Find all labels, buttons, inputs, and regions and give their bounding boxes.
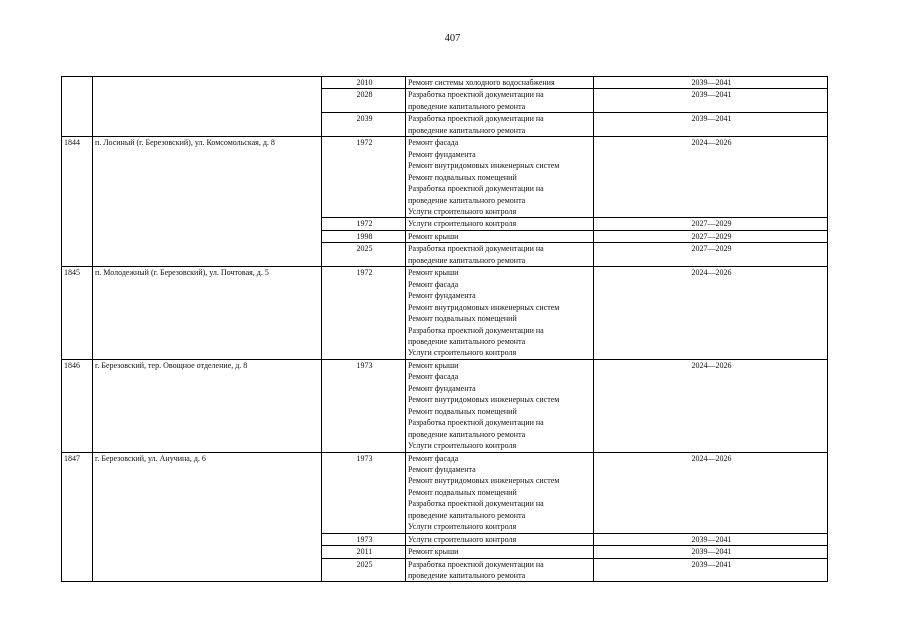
work-item: Разработка проектной документации на [408,559,544,569]
work-item: Разработка проектной документации на [408,325,544,335]
year-cell: 1998 [322,230,406,242]
work-item: Разработка проектной документации на [408,114,544,124]
year-cell: 1972 [322,137,406,218]
table-row [62,359,828,452]
works-cell [406,137,594,218]
works-cell [406,218,594,230]
work-item: Ремонт подвальных помещений [408,406,517,416]
work-item: Услуги строительного контроля [408,219,517,229]
year-cell: 1972 [322,218,406,230]
work-item: проведение капитального ремонта [408,255,526,265]
work-item: проведение капитального ремонта [408,195,526,205]
work-item: Ремонт подвальных помещений [408,487,517,497]
year-cell: 2010 [322,77,406,89]
works-cell [406,113,594,137]
period-cell: 2039—2041 [594,89,828,113]
work-item: Ремонт фасада [408,372,459,382]
work-item: Ремонт крыши [408,360,459,370]
building-number-cell: 1844 [62,137,93,267]
year-cell: 2011 [322,546,406,558]
work-item: Ремонт фасада [408,453,459,463]
year-cell: 1973 [322,359,406,452]
year-cell: 2028 [322,89,406,113]
work-item: Ремонт фундамента [408,291,476,301]
period-cell: 2039—2041 [594,558,828,582]
building-number-cell: 1847 [62,452,93,582]
table-row [62,77,828,89]
table-row [62,267,828,360]
year-cell: 2039 [322,113,406,137]
table-row [62,452,828,533]
work-item: Ремонт крыши [408,547,459,557]
works-cell [406,243,594,267]
work-item: Ремонт внутридомовых инженерных систем [408,302,560,312]
building-address-cell: п. Молодежный (г. Березовский), ул. Почтовая, д. 5 [93,267,322,360]
work-item: Ремонт подвальных помещений [408,172,517,182]
period-cell: 2027—2029 [594,218,828,230]
work-item: Ремонт фундамента [408,383,476,393]
period-cell: 2027—2029 [594,243,828,267]
period-cell: 2024—2026 [594,359,828,452]
work-item: Ремонт внутридомовых инженерных систем [408,161,560,171]
year-cell: 2025 [322,243,406,267]
works-cell [406,267,594,360]
period-cell: 2024—2026 [594,452,828,533]
period-cell: 2039—2041 [594,533,828,545]
building-number-cell [62,77,93,137]
work-item: проведение капитального ремонта [408,429,526,439]
works-cell [406,89,594,113]
work-item: Ремонт фасада [408,138,459,148]
work-item: Ремонт внутридомовых инженерных систем [408,395,560,405]
period-cell: 2039—2041 [594,77,828,89]
work-item: проведение капитального ремонта [408,510,526,520]
period-cell: 2039—2041 [594,113,828,137]
work-item: Ремонт фундамента [408,149,476,159]
work-item: Ремонт фундамента [408,464,476,474]
page-number: 407 [444,33,461,44]
year-cell: 1973 [322,533,406,545]
work-item: Ремонт крыши [408,268,459,278]
period-cell: 2024—2026 [594,137,828,218]
building-address-cell: г. Березовский, ул. Анучина, д. 6 [93,452,322,582]
year-cell: 2025 [322,558,406,582]
works-cell [406,533,594,545]
work-item: проведение капитального ремонта [408,571,526,581]
works-cell [406,546,594,558]
work-item: Услуги строительного контроля [408,534,517,544]
table-row [62,137,828,218]
works-cell [406,452,594,533]
period-cell: 2024—2026 [594,267,828,360]
work-item: Услуги строительного контроля [408,441,517,451]
building-address-cell [93,77,322,137]
work-item: Разработка проектной документации на [408,184,544,194]
work-item: Ремонт фасада [408,279,459,289]
work-item: проведение капитального ремонта [408,125,526,135]
work-item: проведение капитального ремонта [408,336,526,346]
work-item: Ремонт внутридомовых инженерных систем [408,476,560,486]
work-item: Ремонт крыши [408,231,459,241]
capital-repair-table [61,76,828,582]
work-item: Ремонт подвальных помещений [408,314,517,324]
works-cell [406,558,594,582]
building-number-cell: 1845 [62,267,93,360]
building-number-cell: 1846 [62,359,93,452]
work-item: Ремонт системы холодного водоснабжения [408,78,555,87]
work-item: Услуги строительного контроля [408,348,517,358]
year-cell: 1972 [322,267,406,360]
work-item: Услуги строительного контроля [408,206,517,216]
period-cell: 2027—2029 [594,230,828,242]
work-item: Разработка проектной документации на [408,499,544,509]
work-item: Разработка проектной документации на [408,418,544,428]
building-address-cell: п. Лосиный (г. Березовский), ул. Комсомольская, д. 8 [93,137,322,267]
work-item: Разработка проектной документации на [408,244,544,254]
table-body [62,77,828,582]
work-item: проведение капитального ремонта [408,101,526,111]
year-cell: 1973 [322,452,406,533]
work-item: Разработка проектной документации на [408,90,544,100]
work-item: Услуги строительного контроля [408,522,517,532]
period-cell: 2039—2041 [594,546,828,558]
works-cell [406,359,594,452]
works-cell [406,230,594,242]
works-cell [406,77,594,89]
building-address-cell: г. Березовский, тер. Овощное отделение, д. 8 [93,359,322,452]
